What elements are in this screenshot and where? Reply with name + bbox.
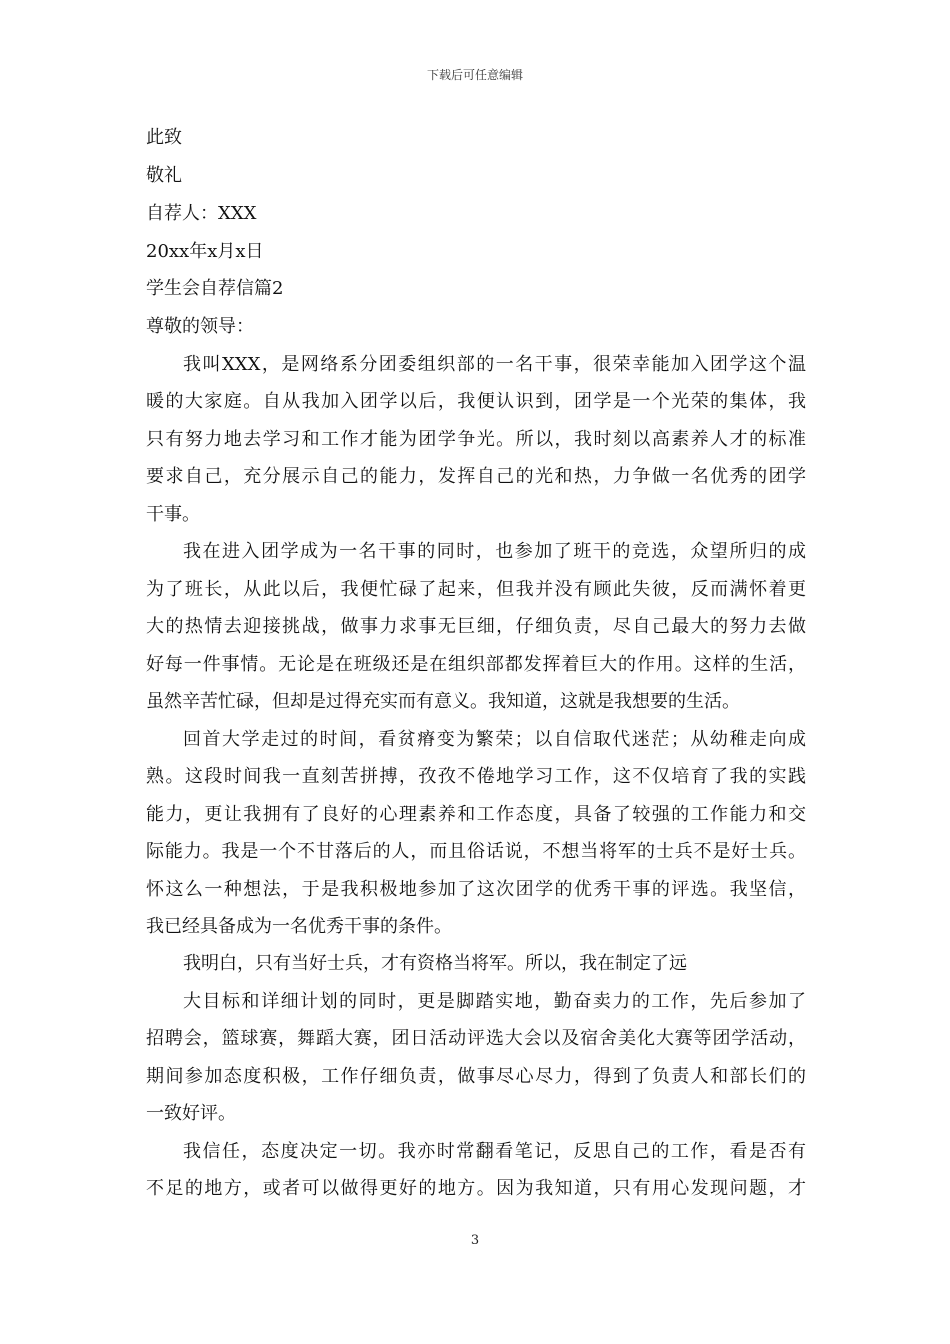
paragraph-1-line-4: 要求自己，充分展示自己的能力，发挥自己的光和热，力争做一名优秀的团学 [146, 466, 806, 487]
paragraph-2-line-5: 虽然辛苦忙碌，但却是过得充实而有意义。我知道，这就是我想要的生活。 [146, 691, 740, 712]
page-header: 下载后可任意编辑 [426, 68, 523, 82]
paragraph-2-line-4: 好每一件事情。无论是在班级还是在组织部都发挥着巨大的作用。这样的生活， [146, 654, 806, 675]
paragraph-3-line-4: 际能力。我是一个不甘落后的人，而且俗话说，不想当将军的士兵不是好士兵。 [146, 841, 806, 862]
paragraph-5-line-2: 招聘会，篮球赛，舞蹈大赛，团日活动评选大会以及宿舍美化大赛等团学活动， [146, 1028, 806, 1049]
page-number: 3 [470, 1233, 480, 1248]
paragraph-3-line-2: 熟。这段时间我一直刻苦拼搏，孜孜不倦地学习工作，这不仅培育了我的实践 [146, 766, 806, 787]
greeting: 尊敬的领导： [146, 316, 254, 337]
paragraph-5-line-4: 一致好评。 [146, 1103, 236, 1124]
paragraph-3-line-1: 回首大学走过的时间，看贫瘠变为繁荣；以自信取代迷茫；从幼稚走向成 [183, 729, 806, 750]
closing-salute-1: 此致 [146, 127, 182, 148]
paragraph-3-line-5: 怀这么一种想法，于是我积极地参加了这次团学的优秀干事的评选。我坚信， [146, 879, 806, 900]
paragraph-2-line-2: 为了班长，从此以后，我便忙碌了起来，但我并没有顾此失彼，反而满怀着更 [146, 579, 806, 600]
section-title: 学生会自荐信篇2 [146, 278, 284, 299]
paragraph-2-line-1: 我在进入团学成为一名干事的同时，也参加了班干的竞选，众望所归的成 [183, 541, 806, 562]
paragraph-5-line-1: 大目标和详细计划的同时，更是脚踏实地，勤奋卖力的工作，先后参加了 [183, 991, 806, 1012]
paragraph-3-line-3: 能力，更让我拥有了良好的心理素养和工作态度，具备了较强的工作能力和交 [146, 804, 806, 825]
paragraph-5-line-3: 期间参加态度积极，工作仔细负责，做事尽心尽力，得到了负责人和部长们的 [146, 1066, 806, 1087]
paragraph-6-line-2: 不足的地方，或者可以做得更好的地方。因为我知道，只有用心发现问题，才 [146, 1178, 806, 1199]
paragraph-1-line-5: 干事。 [146, 504, 200, 525]
paragraph-6-line-1: 我信任，态度决定一切。我亦时常翻看笔记，反思自己的工作，看是否有 [183, 1141, 806, 1162]
paragraph-4-line-1: 我明白，只有当好士兵，才有资格当将军。所以，我在制定了远 [183, 953, 687, 974]
paragraph-1-line-3: 只有努力地去学习和工作才能为团学争光。所以，我时刻以高素养人才的标准 [146, 429, 806, 450]
signer-line: 自荐人：XXX [146, 203, 257, 224]
paragraph-2-line-3: 大的热情去迎接挑战，做事力求事无巨细，仔细负责，尽自己最大的努力去做 [146, 616, 806, 637]
date-line: 20xx年x月x日 [146, 241, 264, 262]
paragraph-3-line-6: 我已经具备成为一名优秀干事的条件。 [146, 916, 452, 937]
closing-salute-2: 敬礼 [146, 165, 182, 186]
paragraph-1-line-1: 我叫XXX，是网络系分团委组织部的一名干事，很荣幸能加入团学这个温 [183, 354, 806, 375]
paragraph-1-line-2: 暖的大家庭。自从我加入团学以后，我便认识到，团学是一个光荣的集体，我 [146, 391, 806, 412]
